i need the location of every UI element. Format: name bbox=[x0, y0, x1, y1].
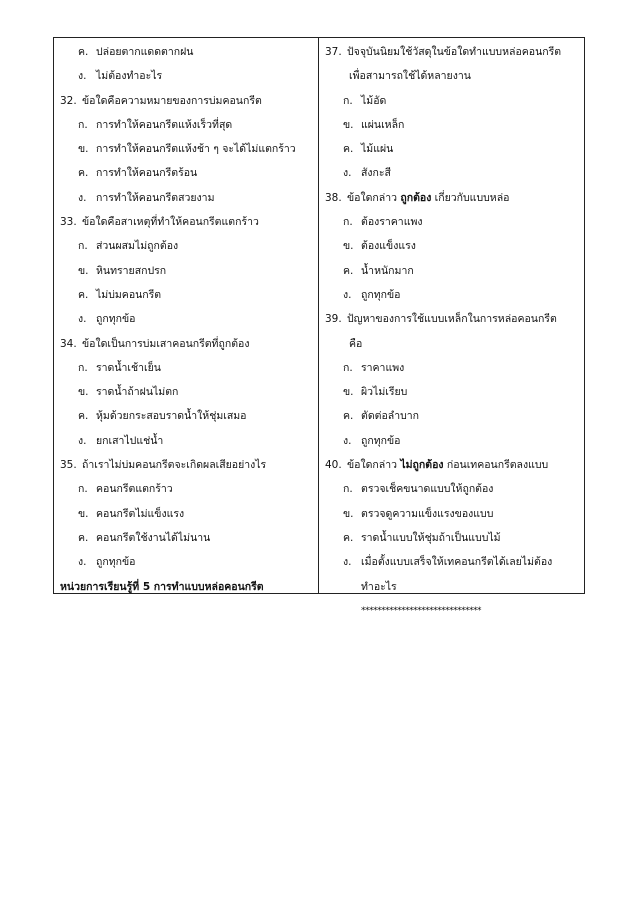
question-37: 37. ปัจจุบันนิยมใช้วัสดุในข้อใดทำแบบหล่อคอนกรีต bbox=[325, 46, 562, 58]
option-32b: ข. การทำให้คอนกรีตแห้งช้า ๆ จะได้ไม่แตกร้าว bbox=[78, 143, 296, 156]
option-32d: ง. การทำให้คอนกรีตสวยงาม bbox=[78, 191, 215, 204]
option-38d: ง. ถูกทุกข้อ bbox=[343, 288, 401, 301]
option-40d: ง. เมื่อตั้งแบบเสร็จให้เทคอนกรีตได้เลยไม่ต้อง bbox=[343, 556, 553, 569]
option-34c: ค. หุ้มด้วยกระสอบราดน้ำให้ชุ่มเสมอ bbox=[78, 410, 247, 423]
option-40d-continuation: ทำอะไร bbox=[361, 580, 397, 593]
option-34a: ก. ราดน้ำเช้าเย็น bbox=[78, 361, 161, 374]
question-33: 33. ข้อใดคือสาเหตุที่ทำให้คอนกรีตแตกร้าว bbox=[60, 216, 259, 229]
option-31c: ค. ปล่อยตากแดดตากฝน bbox=[78, 46, 194, 58]
emphasis-incorrect: ไม่ถูกต้อง bbox=[400, 459, 444, 472]
option-35a: ก. คอนกรีตแตกร้าว bbox=[78, 483, 173, 496]
question-32: 32. ข้อใดคือความหมายของการบ่มคอนกรีต bbox=[60, 94, 262, 107]
option-37d: ง. สังกะสี bbox=[343, 167, 391, 180]
option-37b: ข. แผ่นเหล็ก bbox=[343, 118, 405, 131]
option-34d: ง. ยกเสาไปแช่น้ำ bbox=[78, 434, 164, 447]
question-40: 40. ข้อใดกล่าว ไม่ถูกต้อง ก่อนเทคอนกรีตลงแบบ bbox=[325, 459, 549, 472]
option-35d: ง. ถูกทุกข้อ bbox=[78, 556, 136, 569]
option-32a: ก. การทำให้คอนกรีตแห้งเร็วที่สุด bbox=[78, 118, 233, 131]
option-35b: ข. คอนกรีตไม่แข็งแรง bbox=[78, 507, 185, 520]
option-32c: ค. การทำให้คอนกรีตร้อน bbox=[78, 167, 198, 180]
option-33d: ง. ถูกทุกข้อ bbox=[78, 313, 136, 326]
end-of-section-mark: ****************************** bbox=[361, 605, 481, 616]
option-40c: ค. ราดน้ำแบบให้ชุ่มถ้าเป็นแบบไม้ bbox=[343, 531, 501, 544]
option-38c: ค. น้ำหนักมาก bbox=[343, 264, 414, 277]
question-35: 35. ถ้าเราไม่บ่มคอนกรีตจะเกิดผลเสียอย่างไร bbox=[60, 459, 267, 472]
option-39a: ก. ราคาแพง bbox=[343, 361, 405, 374]
question-34: 34. ข้อใดเป็นการบ่มเสาคอนกรีตที่ถูกต้อง bbox=[60, 337, 250, 350]
exam-table bbox=[53, 37, 585, 616]
option-38b: ข. ต้องแข็งแรง bbox=[343, 240, 416, 253]
option-31d: ง. ไม่ต้องทำอะไร bbox=[78, 70, 163, 83]
question-39: 39. ปัญหาของการใช้แบบเหล็กในการหล่อคอนกรีต bbox=[325, 313, 557, 326]
option-37a: ก. ไม้อัด bbox=[343, 94, 387, 107]
emphasis-correct: ถูกต้อง bbox=[400, 191, 432, 204]
option-39c: ค. ตัดต่อลำบาก bbox=[343, 410, 420, 423]
option-37c: ค. ไม้แผ่น bbox=[343, 143, 394, 156]
question-38: 38. ข้อใดกล่าว ถูกต้อง เกี่ยวกับแบบหล่อ bbox=[325, 191, 510, 204]
option-39d: ง. ถูกทุกข้อ bbox=[343, 434, 401, 447]
option-38a: ก. ต้องราคาแพง bbox=[343, 216, 423, 229]
unit-heading: หน่วยการเรียนรู้ที่ 5 การทำแบบหล่อคอนกรีต bbox=[60, 580, 264, 593]
option-33a: ก. ส่วนผสมไม่ถูกต้อง bbox=[78, 240, 179, 253]
right-column bbox=[319, 38, 584, 616]
question-39-continuation: คือ bbox=[349, 337, 363, 350]
option-33b: ข. หินทรายสกปรก bbox=[78, 264, 167, 277]
question-37-continuation: เพื่อสามารถใช้ได้หลายงาน bbox=[349, 70, 471, 83]
option-39b: ข. ผิวไม่เรียบ bbox=[343, 386, 408, 399]
option-33c: ค. ไม่บ่มคอนกรีต bbox=[78, 288, 162, 301]
option-34b: ข. ราดน้ำถ้าฝนไม่ตก bbox=[78, 386, 179, 399]
option-40a: ก. ตรวจเช็คขนาดแบบให้ถูกต้อง bbox=[343, 483, 494, 496]
option-40b: ข. ตรวจดูความแข็งแรงของแบบ bbox=[343, 507, 494, 520]
option-35c: ค. คอนกรีตใช้งานได้ไม่นาน bbox=[78, 531, 211, 544]
left-column bbox=[54, 38, 319, 593]
